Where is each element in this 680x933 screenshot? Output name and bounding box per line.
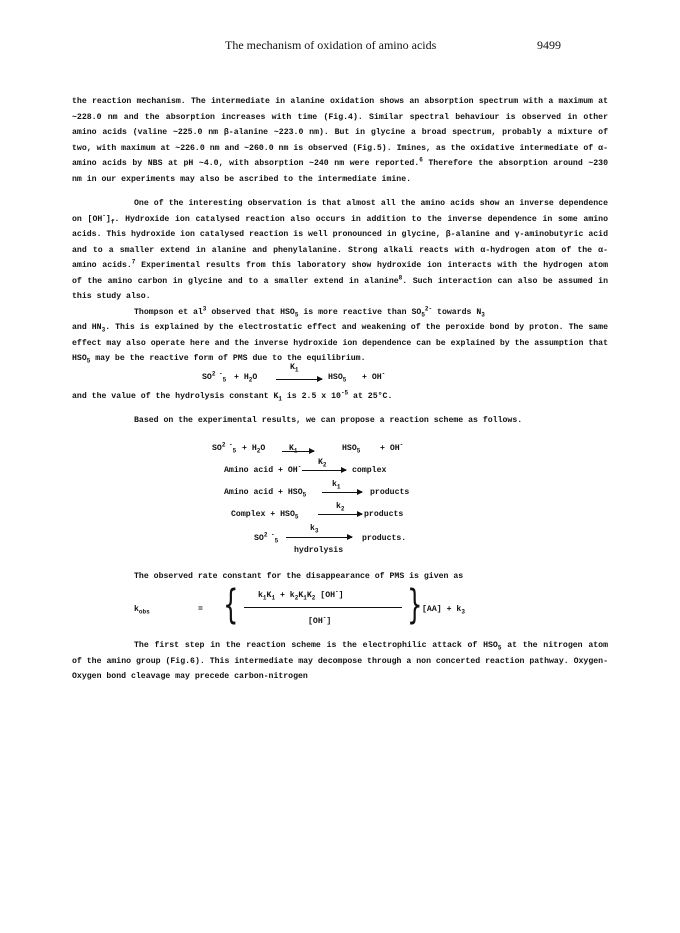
subscript: 3 (101, 326, 106, 334)
subscript: 5 (86, 357, 91, 365)
paragraph-first-step (72, 638, 608, 685)
rate-equation (72, 584, 608, 638)
scheme-r5-right: products. (362, 533, 407, 543)
paragraph-thompson (72, 305, 608, 367)
scheme-r5-label: hydrolysis (294, 545, 344, 555)
scheme-r5-arrow (286, 537, 352, 538)
scheme-r3-left: Amino acid + $HSO_5$ (224, 487, 307, 499)
paragraph-absorption (72, 94, 608, 187)
text: One of the interesting observation is that almost all the amino acids show an inverse dependence on [OH (72, 199, 608, 224)
paragraph-scheme-intro: Based on the experimental results, we can propose a reaction scheme as follows. (134, 416, 523, 425)
scheme-r1-left: $SO^{2 -}_5$ (212, 440, 237, 455)
page-number: 9499 (537, 38, 561, 52)
scheme-r3-arrow (322, 492, 362, 493)
text: is 2.5 x 10 (281, 391, 341, 401)
text: towards N (432, 307, 482, 317)
citation: 8 (398, 273, 403, 281)
text: ] (105, 214, 111, 224)
equation-water: + $H_2O$ (234, 372, 258, 384)
article-body (72, 94, 608, 685)
text: the reaction mechanism. The intermediate in alanine oxidation shows an absorption spectrum with a maximum at ~228.0 nm and the absorption increases with time (Fig.4). Similar spectral behaviour is observed in other amino acids (valine ~225.0 nm β-alanine ~223.0 nm). But in glycine a broad spectrum, probably a mixture of two, with maximum at ~226.0 nm and ~260.0 nm is observed (Fig.5). Imines, as the oxidative intermediate of α-amino acids by NBS at pH ~4.0, with absorption ~240 nm were reported. (72, 97, 608, 168)
paragraph-rate-intro: The observed rate constant for the disappearance of PMS is given as (134, 571, 464, 581)
equilibrium-arrow (276, 379, 322, 380)
scheme-r1-constant: $K_1$ (289, 443, 298, 455)
subscript: f (110, 218, 115, 226)
citation: 7 (131, 258, 136, 266)
scheme-r2-right: complex (352, 465, 387, 475)
text: Experimental results from this laboratory show hydroxide ion interacts with the hydrogen atom of the amino carbon in glycine and to a smaller extend in alanine (72, 261, 608, 286)
rate-numerator: $k_1K_1 + k_2K_1K_2$ [OH-] (258, 588, 344, 602)
scheme-r2-arrow (302, 470, 346, 471)
right-brace: } (407, 582, 423, 628)
text: at 25°C. (348, 391, 393, 401)
scheme-r3-constant: $k_1$ (332, 479, 341, 491)
text: Thompson et al (134, 307, 203, 317)
text: . Hydroxide ion catalysed reaction also occurs in addition to the inverse dependence in some amino acids. This hydroxide ion catalysed reaction is well pronounced in glycine, β-alanine and γ-aminobutyric acid and to a smaller extend in alanine and phenylalanine. Strong alkali reacts with α-hydrogen atom of the α-amino acids. (72, 214, 608, 270)
subscript: 1 (278, 395, 282, 403)
scheme-r5-constant: $k_3$ (310, 523, 319, 535)
scheme-r1-right: $HSO_5$ (342, 443, 361, 455)
scheme-r4-arrow (318, 514, 362, 515)
subscript: 3 (481, 311, 485, 319)
paragraph-inverse-dependence (72, 196, 608, 305)
subscript: 5 (497, 644, 502, 652)
superscript: 2- (424, 304, 433, 312)
superscript: - (102, 211, 106, 219)
equation-hydrolysis (72, 362, 608, 389)
scheme-r2-constant: $K_2$ (318, 457, 327, 469)
paragraph-hydrolysis-constant (72, 389, 608, 405)
text: The first step in the reaction scheme is the electrophilic attack of HSO (134, 641, 498, 650)
rate-denominator: [OH-] (308, 614, 332, 626)
equation-hydroxide: + OH- (362, 369, 386, 382)
rate-kobs: $k_{obs}$ (134, 605, 150, 616)
equation-right: $HSO_5$ (328, 372, 347, 384)
scheme-r4-constant: $k_2$ (336, 501, 345, 513)
text: may be the reactive form of PMS due to the equilibrium. (90, 354, 366, 363)
superscript: -5 (340, 388, 349, 396)
fraction-bar (244, 607, 402, 608)
text: and HN (72, 323, 102, 332)
rate-equals: = (198, 605, 203, 614)
text: and the value of the hydrolysis constant K (72, 391, 279, 401)
citation: 6 (419, 156, 423, 164)
scheme-r4-left: Complex + $HSO_5$ (231, 509, 299, 521)
text: observed that HSO (206, 307, 295, 317)
text: . Such interaction can also be assumed in this study also. (72, 276, 608, 301)
scheme-r3-right: products (370, 487, 410, 497)
scheme-r2-left: Amino acid + OH- (224, 462, 302, 475)
text: Therefore the absorption around ~230 nm in our experiments may also be ascribed to the intermediate imine. (72, 159, 608, 184)
text: is more reactive than SO (298, 307, 422, 317)
reaction-scheme (72, 429, 608, 569)
subscript: 5 (294, 311, 299, 319)
equation-left: $SO^{2 -}_5$ (202, 369, 227, 384)
text: . This is explained by the electrostatic effect and weakening of the peroxide bond by proton. The same effect may also operate here and the inverse hydroxide ion dependence can be explained by the assumption that HSO (72, 323, 608, 363)
scheme-r5-left: $SO^{2 -}_5$ (254, 530, 279, 545)
citation: 3 (202, 304, 207, 312)
scheme-r1-water: + $H_2O$ (242, 443, 266, 455)
scheme-r1-hydroxide: + OH- (380, 440, 404, 453)
equation-constant: $K_1$ (290, 362, 299, 374)
scheme-r4-right: products (364, 509, 404, 519)
scheme-r1-arrow (282, 451, 314, 452)
subscript: 5 (421, 311, 425, 319)
rate-amino-acid-term: $[AA] + k_3$ (422, 605, 465, 616)
text: at the nitrogen atom of the amino group (Fig.6). This intermediate may decompose through a non concerted reaction pathway. Oxygen-Oxygen bond cleavage may precede carbon-nitrogen (72, 641, 608, 681)
left-brace: { (223, 582, 239, 628)
running-title: The mechanism of oxidation of amino acids (225, 38, 437, 52)
